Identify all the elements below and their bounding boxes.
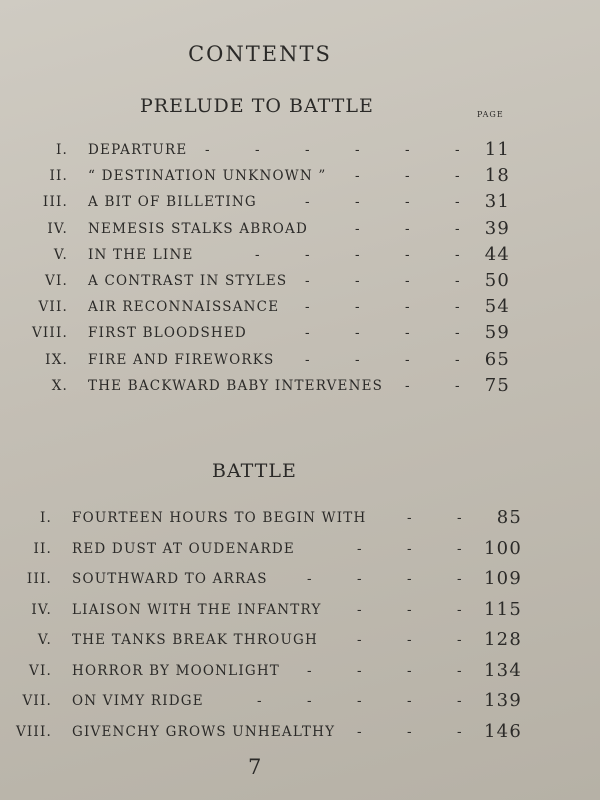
leader-dash: -	[205, 142, 211, 158]
page-ref: 44	[484, 243, 510, 265]
leader-dash: -	[457, 632, 463, 648]
leader-dash: -	[455, 351, 461, 368]
leader-dash: -	[407, 723, 413, 740]
chapter-title: FIRST BLOODSHED	[88, 325, 247, 342]
leader-dash: -	[457, 693, 463, 709]
page-ref: 139	[484, 690, 522, 711]
leader-dash: -	[407, 632, 413, 648]
leader-dash: -	[407, 601, 413, 618]
leader-dash: -	[457, 540, 463, 557]
chapter-title: GIVENCHY GROWS UNHEALTHY	[72, 723, 336, 740]
leader-dash: -	[405, 220, 411, 237]
chapter-number: I.	[39, 510, 52, 526]
leader-dash: -	[355, 194, 361, 211]
chapter-number: V.	[53, 246, 68, 263]
contents-entry	[0, 720, 600, 750]
page-ref: 109	[484, 568, 522, 589]
page-ref: 50	[484, 270, 510, 291]
leader-dash: -	[305, 273, 311, 289]
chapter-number: V.	[37, 632, 52, 648]
leader-dash: -	[305, 194, 311, 211]
chapter-number: II.	[33, 540, 52, 557]
leader-dash: -	[355, 142, 361, 158]
contents-entry	[0, 217, 600, 247]
chapter-title: THE TANKS BREAK THROUGH	[72, 632, 318, 648]
page-title: CONTENTS	[188, 42, 332, 66]
leader-dash: -	[405, 194, 411, 211]
chapter-number: II.	[49, 168, 68, 185]
chapter-title: ON VIMY RIDGE	[72, 693, 204, 709]
leader-dash: -	[407, 693, 413, 709]
section-title-battle: BATTLE	[212, 460, 297, 482]
contents-entry	[0, 270, 600, 299]
leader-dash: -	[257, 693, 263, 709]
chapter-title: FIRE AND FIREWORKS	[88, 351, 275, 368]
leader-dash: -	[405, 142, 411, 158]
leader-dash: -	[455, 325, 461, 342]
chapter-number: VIII.	[31, 325, 68, 342]
chapter-number: III.	[26, 571, 52, 587]
leader-dash: -	[307, 571, 313, 587]
page-ref: 11	[484, 139, 510, 160]
leader-dash: -	[407, 510, 413, 526]
leader-dash: -	[305, 246, 311, 263]
contents-entry	[0, 629, 600, 658]
contents-entry	[0, 537, 600, 567]
chapter-title: FOURTEEN HOURS TO BEGIN WITH	[72, 510, 367, 526]
chapter-number: VI.	[45, 273, 68, 289]
contents-entry	[0, 348, 600, 378]
leader-dash: -	[355, 168, 361, 185]
leader-dash: -	[457, 571, 463, 587]
leader-dash: -	[405, 299, 411, 316]
leader-dash: -	[455, 377, 461, 394]
leader-dash: -	[305, 299, 311, 316]
page-column-label: PAGE	[477, 110, 504, 119]
page-ref: 128	[484, 629, 522, 650]
page-ref: 31	[484, 191, 510, 213]
contents-entry	[0, 243, 600, 273]
page-ref: 65	[484, 348, 510, 370]
leader-dash: -	[357, 723, 363, 740]
leader-dash: -	[405, 325, 411, 342]
chapter-title: THE BACKWARD BABY INTERVENES	[88, 377, 384, 394]
page-ref: 146	[484, 720, 522, 742]
leader-dash: -	[355, 351, 361, 368]
leader-dash: -	[305, 142, 311, 158]
page-number: 7	[248, 755, 262, 779]
chapter-title: “ DESTINATION UNKNOWN ”	[88, 168, 327, 185]
leader-dash: -	[457, 601, 463, 618]
page-ref: 134	[484, 659, 522, 681]
chapter-title: NEMESIS STALKS ABROAD	[88, 220, 308, 237]
leader-dash: -	[455, 246, 461, 263]
page-ref: 39	[484, 217, 510, 239]
chapter-title: A BIT OF BILLETING	[88, 194, 257, 211]
page-ref: 75	[484, 374, 510, 396]
chapter-number: VI.	[29, 662, 52, 679]
leader-dash: -	[457, 662, 463, 679]
leader-dash: -	[355, 325, 361, 342]
page-ref: 18	[484, 165, 510, 187]
leader-dash: -	[407, 571, 413, 587]
chapter-title: AIR RECONNAISSANCE	[88, 299, 280, 316]
chapter-number: VII.	[38, 299, 68, 316]
page-ref: 100	[484, 537, 522, 559]
chapter-number: X.	[51, 377, 68, 394]
contents-entry	[0, 568, 600, 597]
contents-entry	[0, 659, 600, 689]
leader-dash: -	[407, 662, 413, 679]
leader-dash: -	[455, 194, 461, 211]
leader-dash: -	[457, 510, 463, 526]
leader-dash: -	[357, 662, 363, 679]
leader-dash: -	[455, 273, 461, 289]
leader-dash: -	[405, 246, 411, 263]
leader-dash: -	[357, 632, 363, 648]
leader-dash: -	[357, 571, 363, 587]
contents-entry	[0, 598, 600, 628]
leader-dash: -	[255, 142, 261, 158]
contents-entry	[0, 322, 600, 351]
contents-entry	[0, 191, 600, 220]
leader-dash: -	[357, 601, 363, 618]
section-title-prelude: PRELUDE TO BATTLE	[140, 95, 374, 117]
leader-dash: -	[355, 299, 361, 316]
chapter-title: LIAISON WITH THE INFANTRY	[72, 601, 322, 618]
leader-dash: -	[355, 273, 361, 289]
leader-dash: -	[255, 246, 261, 263]
page-ref: 85	[496, 507, 522, 528]
chapter-number: IV.	[31, 601, 52, 618]
leader-dash: -	[305, 325, 311, 342]
page-ref: 115	[484, 598, 522, 620]
contents-entry	[0, 690, 600, 719]
chapter-number: IV.	[47, 220, 68, 237]
chapter-title: A CONTRAST IN STYLES	[88, 273, 288, 289]
leader-dash: -	[305, 351, 311, 368]
page-ref: 59	[484, 322, 510, 344]
chapter-number: I.	[55, 142, 68, 158]
chapter-title: SOUTHWARD TO ARRAS	[72, 571, 268, 587]
chapter-number: VIII.	[15, 723, 52, 740]
leader-dash: -	[405, 273, 411, 289]
leader-dash: -	[405, 168, 411, 185]
leader-dash: -	[357, 693, 363, 709]
page-ref: 54	[484, 296, 510, 318]
leader-dash: -	[455, 168, 461, 185]
leader-dash: -	[307, 662, 313, 679]
leader-dash: -	[455, 220, 461, 237]
leader-dash: -	[457, 723, 463, 740]
contents-entry	[0, 296, 600, 325]
leader-dash: -	[307, 693, 313, 709]
chapter-title: RED DUST AT OUDENARDE	[72, 540, 295, 557]
leader-dash: -	[407, 540, 413, 557]
leader-dash: -	[355, 220, 361, 237]
leader-dash: -	[455, 299, 461, 316]
chapter-number: IX.	[45, 351, 68, 368]
chapter-number: III.	[42, 194, 68, 211]
leader-dash: -	[355, 246, 361, 263]
chapter-title: DEPARTURE	[88, 142, 188, 158]
contents-entry	[0, 507, 600, 536]
leader-dash: -	[405, 351, 411, 368]
leader-dash: -	[455, 142, 461, 158]
contents-entry	[0, 139, 600, 168]
leader-dash: -	[405, 377, 411, 394]
chapter-title: IN THE LINE	[88, 246, 194, 263]
contents-entry	[0, 374, 600, 404]
leader-dash: -	[357, 540, 363, 557]
contents-entry	[0, 165, 600, 194]
chapter-title: HORROR BY MOONLIGHT	[72, 662, 281, 679]
chapter-number: VII.	[22, 693, 52, 709]
